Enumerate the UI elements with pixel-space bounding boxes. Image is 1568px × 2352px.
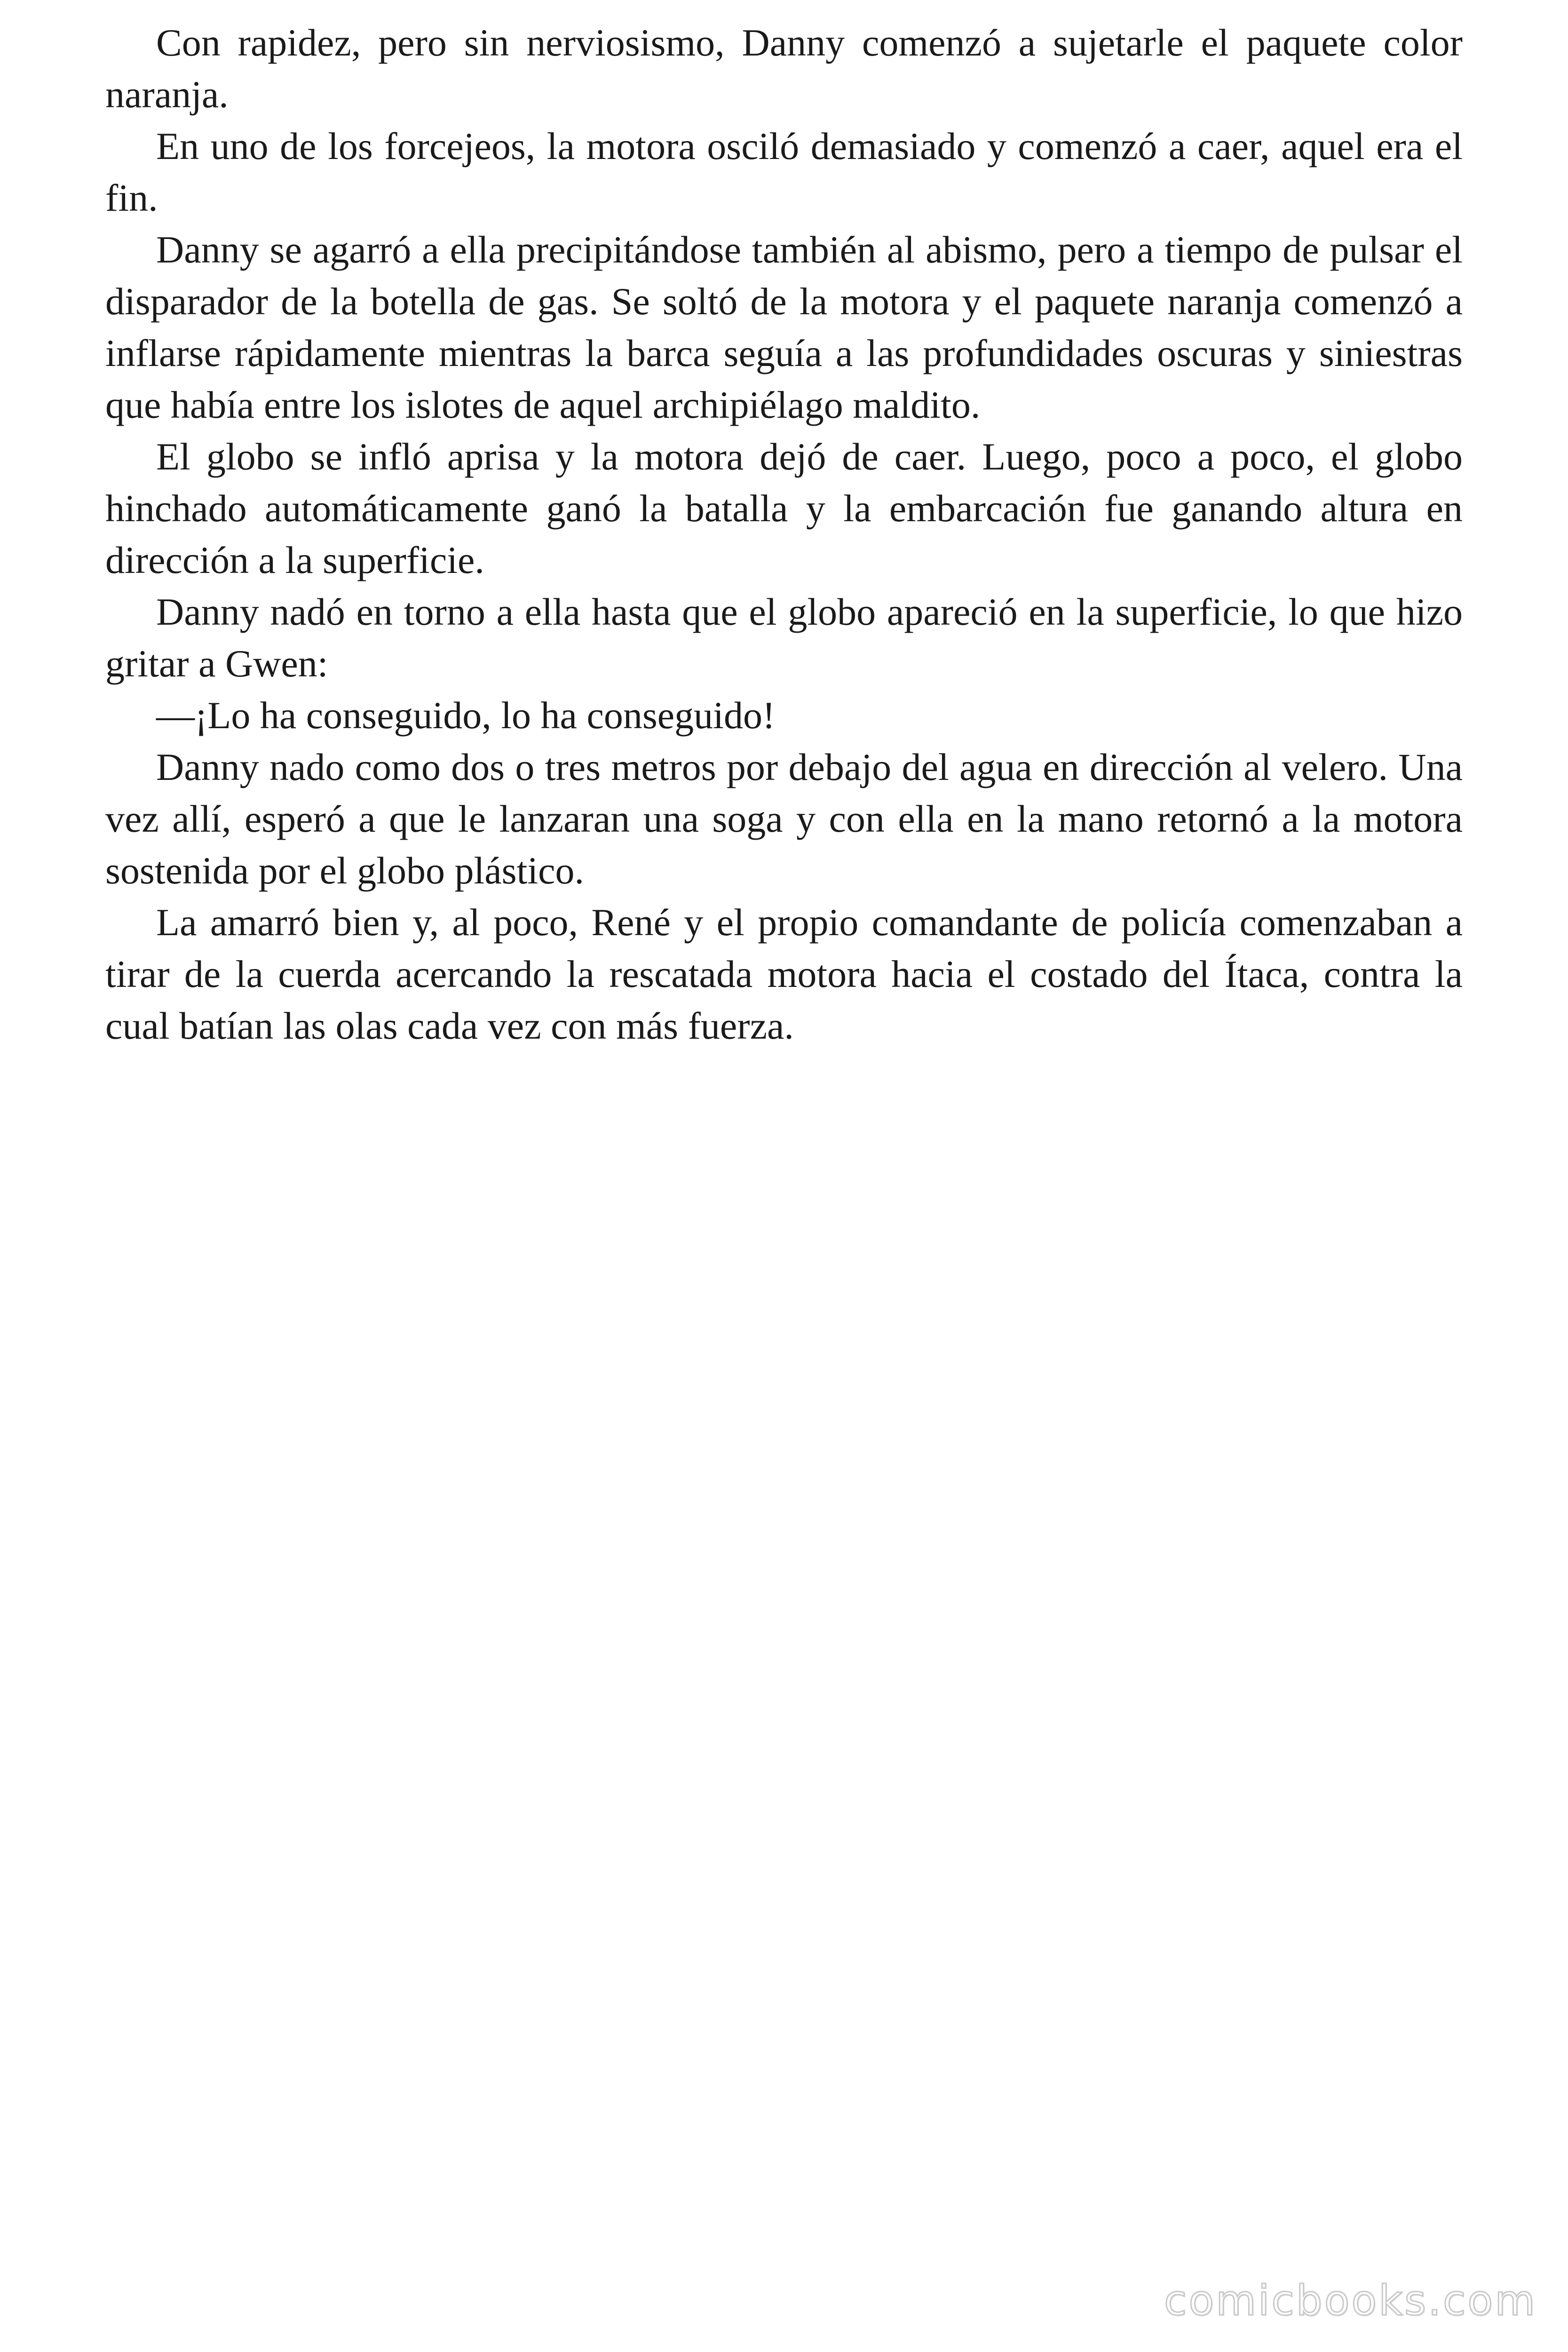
page-text xyxy=(105,17,1463,1052)
paragraph-4: El globo se infló aprisa y la motora dejó de caer. Luego, poco a poco, el globo hinchado automáticamente ganó la batalla y la embarcación fue ganando altura en dirección a la superficie. xyxy=(105,435,1463,581)
paragraph-5: Danny nadó en torno a ella hasta que el globo apareció en la superficie, lo que hizo gritar a Gwen: xyxy=(105,590,1463,685)
watermark: comicbooks.com xyxy=(1164,2276,1537,2325)
paragraph-7: Danny nado como dos o tres metros por debajo del agua en dirección al velero. Una vez allí, esperó a que le lanzaran una soga y con ella en la mano retornó a la motora sostenida por el globo plástico. xyxy=(105,746,1463,892)
paragraph-2: En uno de los forcejeos, la motora osciló demasiado y comenzó a caer, aquel era el fin. xyxy=(105,125,1463,219)
paragraph-8: La amarró bien y, al poco, René y el propio comandante de policía comenzaban a tirar de la cuerda acercando la rescatada motora hacia el costado del Ítaca, contra la cual batían las olas cada vez con más fuerza. xyxy=(105,901,1463,1047)
paragraph-1: Con rapidez, pero sin nerviosismo, Danny comenzó a sujetarle el paquete color naranja. xyxy=(105,21,1463,116)
paragraph-3: Danny se agarró a ella precipitándose también al abismo, pero a tiempo de pulsar el disparador de la botella de gas. Se soltó de la motora y el paquete naranja comenzó a inflarse rápidamente mientras la barca seguía a las profundidades oscuras y siniestras que había entre los islotes de aquel archipiélago maldito. xyxy=(105,228,1463,426)
paragraph-6-dialogue: —¡Lo ha conseguido, lo ha conseguido! xyxy=(156,694,776,737)
